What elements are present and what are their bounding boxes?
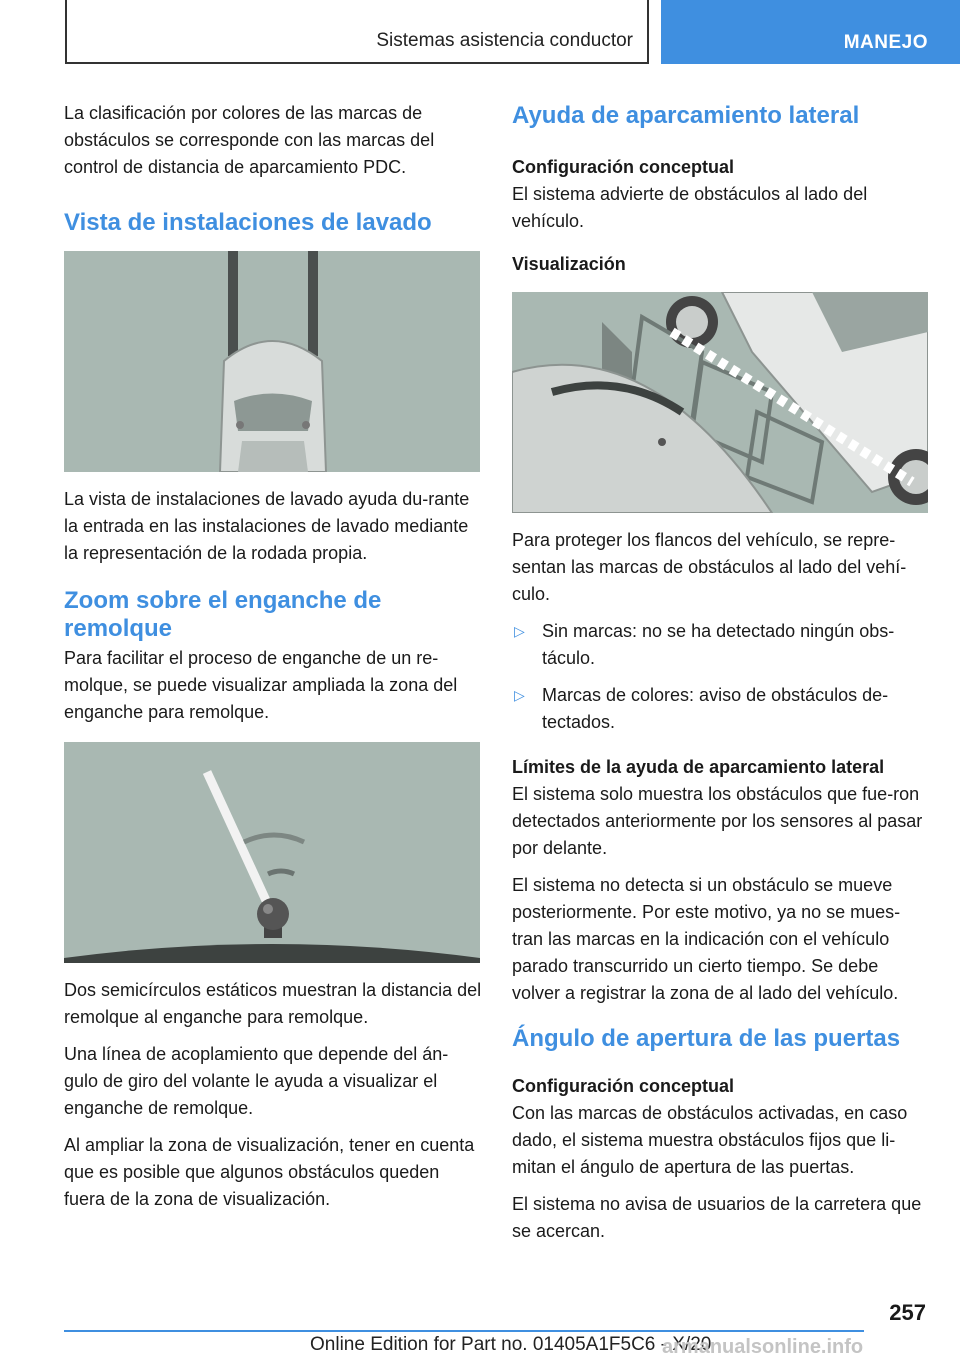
header-title: Sistemas asistencia conductor — [376, 30, 633, 51]
page-number: 257 — [889, 1300, 926, 1325]
ampliar-paragraph: Al ampliar la zona de visualización, tener en cuenta que es posible que algunos obstáculos queden fuera de la zona de visualización. — [64, 1135, 475, 1209]
watermark-text: armanualsonline.info — [662, 1336, 864, 1358]
limites-paragraph-2: El sistema no detecta si un obstáculo se mueve posteriormente. Por este motivo, ya no se mues‐tran las marcas en la indicación con el vehículo parado transcurrido un cierto tiempo. Se debe volver a registrar la zona de al lado del vehículo. — [512, 875, 901, 1003]
heading-zoom: Zoom sobre el enganche de remolque — [64, 587, 382, 642]
heading-limites: Límites de la ayuda de aparcamiento lateral — [512, 757, 885, 777]
heading-config-1: Configuración conceptual — [512, 157, 735, 177]
config-2-paragraph: Con las marcas de obstáculos activadas, en caso dado, el sistema muestra obstáculos fijos que li‐mitan el ángulo de apertura de las puertas. — [512, 1103, 908, 1177]
heading-lateral: Ayuda de aparcamiento lateral — [512, 102, 860, 129]
car-wash-illustration — [64, 251, 480, 472]
bullet-text: Sin marcas: no se ha detectado ningún obs‐táculo. — [542, 621, 895, 668]
heading-lavado: Vista de instalaciones de lavado — [64, 209, 432, 236]
right-column — [512, 100, 930, 1255]
header-section-tab — [661, 0, 960, 64]
intro-paragraph: La clasificación por colores de las marcas de obstáculos se corresponde con las marcas del control de distancia de aparcamiento PDC. — [64, 103, 435, 177]
lavado-paragraph: La vista de instalaciones de lavado ayuda du‐rante la entrada en las instalaciones de lavado mediante la representación de la rodada propia. — [64, 489, 470, 563]
proteger-paragraph: Para proteger los flancos del vehículo, se repre‐sentan las marcas de obstáculos al lado del vehí‐culo. — [512, 530, 907, 604]
header-title-box — [65, 0, 649, 64]
side-parking-illustration — [512, 292, 928, 513]
triangle-bullet-icon: ▷ — [514, 687, 525, 703]
heading-config-2: Configuración conceptual — [512, 1076, 735, 1096]
marks-bullet-list — [512, 618, 930, 736]
bullet-text: Marcas de colores: aviso de obstáculos de‐tectados. — [542, 685, 889, 732]
zoom-paragraph: Para facilitar el proceso de enganche de un re‐molque, se puede visualizar ampliada la zona del enganche para remolque. — [64, 648, 458, 722]
car-wash-view-figure — [64, 251, 480, 472]
list-item — [512, 682, 930, 736]
left-column — [64, 100, 482, 1223]
list-item — [512, 618, 930, 672]
trailer-hitch-figure — [64, 742, 480, 963]
config-1-paragraph: El sistema advierte de obstáculos al lado del vehículo. — [512, 184, 868, 231]
triangle-bullet-icon: ▷ — [514, 623, 525, 639]
heading-visualizacion: Visualización — [512, 254, 626, 274]
linea-paragraph: Una línea de acoplamiento que depende del án‐gulo de giro del volante le ayuda a visualizar el enganche de remolque. — [64, 1044, 449, 1118]
semicirculos-paragraph: Dos semicírculos estáticos muestran la distancia del remolque al enganche para remolque. — [64, 980, 482, 1027]
header-section-label: MANEJO — [843, 32, 928, 53]
limites-paragraph-1: El sistema solo muestra los obstáculos que fue‐ron detectados anteriormente por los sensores al pasar por delante. — [512, 784, 923, 858]
heading-angulo: Ángulo de apertura de las puertas — [512, 1025, 901, 1052]
usuarios-paragraph: El sistema no avisa de usuarios de la carretera que se acercan. — [512, 1194, 922, 1241]
side-parking-figure — [512, 292, 928, 513]
footer-divider — [64, 1330, 864, 1332]
edition-text: Online Edition for Part no. 01405A1F5C6 - X/20 — [310, 1334, 712, 1355]
trailer-hitch-illustration — [64, 742, 480, 963]
